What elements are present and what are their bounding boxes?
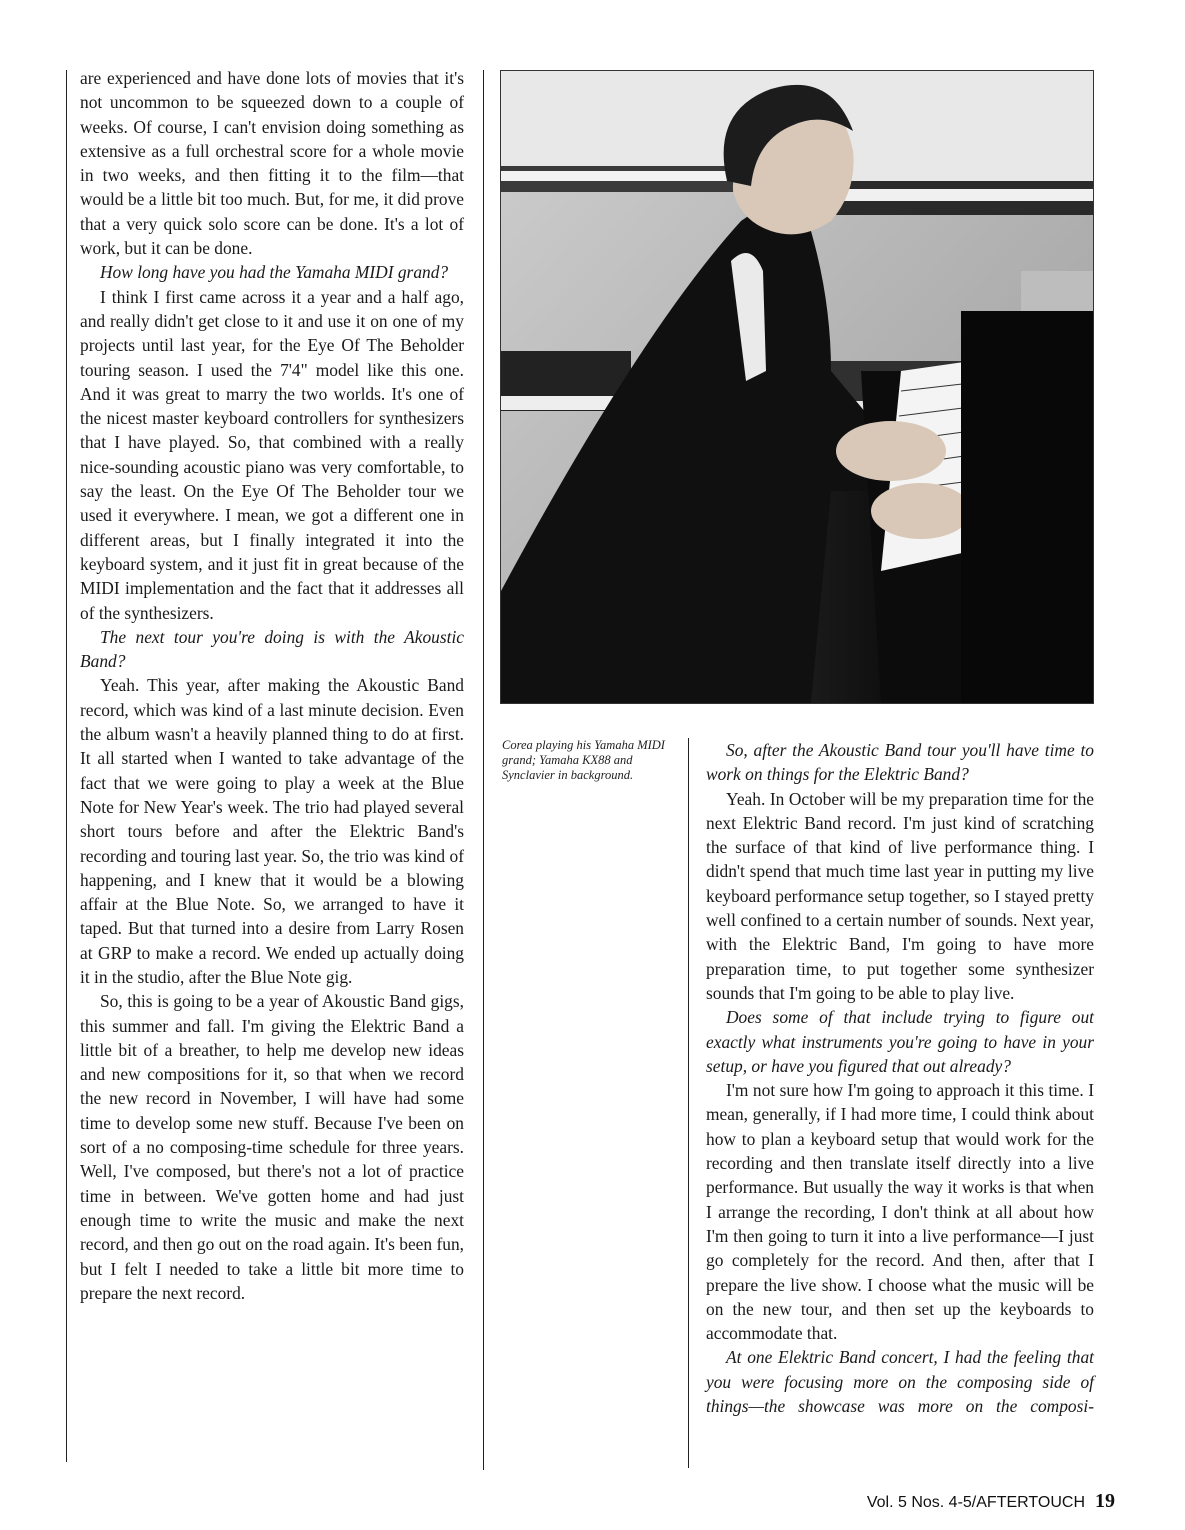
paragraph: are experienced and have done lots of movies that it's not uncommon to be squeezed down to a couple of weeks. Of course, I can't envision doing something as extensive as a full orchestral score for a whole movie in two weeks, and then fitting it to the film—that would be a little bit too much. But, for me, it did prove that a very quick solo score can be done. It's a lot of work, but it can be done. (80, 68, 464, 259)
photo-corea-at-piano (500, 70, 1094, 704)
photo-illustration (501, 71, 1093, 703)
right-column-rule (688, 738, 689, 1468)
interview-question: Does some of that include trying to figure out exactly what instruments you're going to have in your setup, or have you figured that out already? (706, 1007, 1094, 1076)
left-column-rule (66, 70, 67, 1462)
paragraph: I'm not sure how I'm going to approach it this time. I mean, generally, if I had more time, I could think about how to plan a keyboard setup that would work for the recording and then translate itself directly into a live performance. But usually the way it works is that when I arrange the recording, I don't think at all about how I'm then going to turn it into a live performance—I just go completely for the record. And then, after that I prepare the live show. I choose what the music will be on the new tour, and then set up the keyboards to accommodate that. (706, 1080, 1094, 1344)
interview-question: At one Elektric Band concert, I had the feeling that you were focusing more on the composing side of things—the showcase was more on the composi- (706, 1347, 1094, 1417)
photo-caption: Corea playing his Yamaha MIDI grand; Yamaha KX88 and Synclavier in background. (502, 738, 665, 782)
publication-info: Vol. 5 Nos. 4-5/AFTERTOUCH (866, 1494, 1085, 1511)
right-text-column (706, 738, 1094, 1418)
interview-question: The next tour you're doing is with the Akoustic Band? (80, 626, 464, 672)
page-footer (867, 1490, 1115, 1513)
paragraph: Yeah. In October will be my preparation time for the next Elektric Band record. I'm just kind of scratching the surface of that kind of live performance thing. I didn't spend that much time last year in putting my live keyboard performance setup together, so I stayed pretty well confined to a certain number of sounds. Next year, with the Elektric Band, I'm going to have more preparation time, to put together some synthesizer sounds that I'm going to be able to play live. (706, 788, 1094, 1003)
paragraph: So, this is going to be a year of Akoustic Band gigs, this summer and fall. I'm giving the Elektric Band a little bit of a breather, to help me develop new ideas and new compositions for it, so that when we record the new record in November, I will have had some time to develop some new stuff. Because I've been on sort of a no composing-time schedule for three years. Well, I've composed, but there's not a lot of practice time in between. We've gotten home and had just enough time to write the music and make the next record, and then go out on the road again. It's been fun, but I felt I needed to take a little bit more time to prepare the next record. (80, 991, 464, 1303)
page-number: 19 (1095, 1490, 1115, 1512)
middle-column-rule (483, 70, 484, 1470)
interview-question: How long have you had the Yamaha MIDI grand? (100, 262, 449, 283)
paragraph: Yeah. This year, after making the Akoustic Band record, which was kind of a last minute decision. Even the album wasn't a heavily planned thing to do at first. It all started when I wanted to take advantage of the fact that we were going to play a week at the Blue Note for New Year's week. The trio had played several short tours before and after the Elektric Band's recording and touring last year. So, the trio was kind of happening, and I knew that it would be a blowing affair at the Blue Note. So, we arranged to have it taped. But that turned into a desire from Larry Rosen at GRP to make a record. We ended up actually doing it in the studio, after the Blue Note gig. (80, 675, 464, 987)
left-text-column (80, 66, 464, 1305)
paragraph: I think I first came across it a year and a half ago, and really didn't get close to it and use it on one of my projects until last year, for the Eye Of The Beholder touring season. I used the 7'4" model like this one. And it was great to marry the two worlds. It's one of the nicest master keyboard controllers for synthesizers that I have played. So, that combined with a really nice-sounding acoustic piano was very comfortable, to say the least. On the Eye Of The Beholder tour we used it everywhere. I mean, we got a different one in different areas, but I finally integrated it into the keyboard system, and it just fit in great because of the MIDI implementation and the fact that it addresses all of the synthesizers. (80, 286, 464, 623)
interview-question: So, after the Akoustic Band tour you'll have time to work on things for the Elektric Band? (706, 740, 1094, 785)
